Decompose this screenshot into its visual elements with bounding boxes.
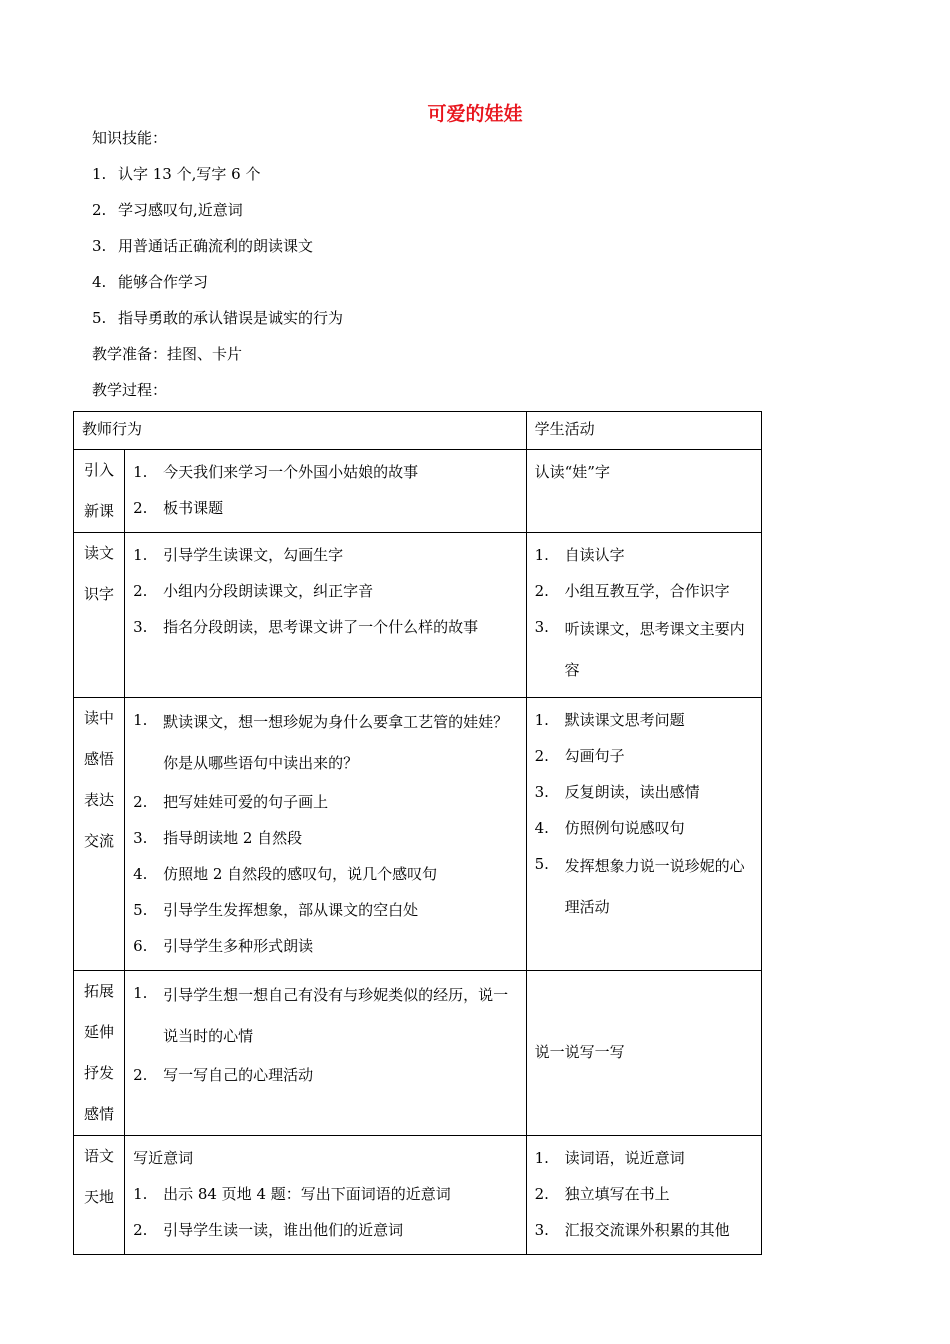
list-item [133,490,518,526]
item-number: 3. [534,618,549,636]
item-text: 指名分段朗读，思考课文讲了一个什么样的故事 [163,618,479,636]
item-number: 2. [534,747,549,765]
student-cell [526,533,761,698]
item-number: 2. [133,1221,148,1239]
item-number: 1. [534,711,549,729]
list-item [133,784,518,820]
list-item [535,609,753,691]
item-number: 2. [534,1185,549,1203]
student-cell [526,698,761,971]
list-item [133,537,518,573]
item-number: 2. [133,1066,148,1084]
item-text: 反复朗读，读出感情 [564,783,700,801]
row-label-line: 新课 [84,502,115,520]
list-item [133,702,518,784]
list-item [133,1212,518,1248]
header-student: 学生活动 [526,412,761,450]
item-number: 1. [534,1149,549,1167]
list-item [133,1176,518,1212]
row-label [74,1136,125,1255]
row-label [74,971,125,1136]
row-label-line: 交流 [84,832,115,850]
skills-heading: 知识技能： [92,129,168,147]
item-number: 6. [133,937,148,955]
row-label [74,533,125,698]
list-item [133,609,518,645]
list-item [133,975,518,1057]
item-text: 今天我们来学习一个外国小姑娘的故事 [163,463,419,481]
item-text: 小组内分段朗读课文，纠正字音 [163,582,374,600]
teacher-cell [125,533,527,698]
list-item [133,573,518,609]
skill-item [92,235,313,256]
list-item [535,537,753,573]
list-item [133,454,518,490]
item-number: 2. [133,793,148,811]
list-item [133,1057,518,1093]
list-item [535,846,753,928]
table-header-row [74,412,762,450]
row-label-line: 抒发 [84,1064,115,1082]
item-number: 1. [133,463,148,481]
student-cell: 说一说写一写 [526,971,761,1136]
teacher-cell [125,698,527,971]
teacher-cell [125,1136,527,1255]
skill-item [92,199,243,220]
item-number: 1. [133,546,148,564]
skill-text: 认字 13 个,写字 6 个 [118,165,261,183]
item-text: 发挥想象力说一说珍妮的心理活动 [564,857,745,916]
row-label-line: 读中 [84,709,115,727]
item-text: 独立填写在书上 [564,1185,670,1203]
item-text: 引导学生读一读，谁出他们的近意词 [163,1221,404,1239]
item-number: 2. [534,582,549,600]
table-row [74,450,762,533]
item-text: 出示 84 页地 4 题：写出下面词语的近意词 [163,1185,451,1203]
list-item [133,820,518,856]
item-number: 4. [133,865,148,883]
item-number: 4. [534,819,549,837]
list-item [535,1176,753,1212]
skill-number: 4. [92,273,107,291]
list-item [535,1212,753,1248]
item-text: 板书课题 [163,499,224,517]
item-text: 读词语，说近意词 [564,1149,685,1167]
skill-text: 学习感叹句,近意词 [118,201,243,219]
row-label-line: 引入 [84,461,115,479]
row-label-line: 天地 [84,1188,115,1206]
item-number: 1. [534,546,549,564]
list-item [535,702,753,738]
row-label-line: 延伸 [84,1023,115,1041]
student-cell: 认读“娃”字 [526,450,761,533]
skill-number: 5. [92,309,107,327]
item-text: 把写娃娃可爱的句子画上 [163,793,329,811]
row-label-line: 读文 [84,544,115,562]
list-item [535,573,753,609]
teacher-cell [125,971,527,1136]
row-label-line: 语文 [84,1147,115,1165]
skill-item [92,307,343,328]
lesson-table [73,411,762,1255]
process-heading: 教学过程： [92,381,168,399]
row-label-line: 表达 [84,791,115,809]
student-cell [526,1136,761,1255]
list-item [535,1140,753,1176]
item-number: 1. [133,1185,148,1203]
item-text: 听读课文，思考课文主要内容 [564,620,745,679]
item-text: 仿照例句说感叹句 [564,819,685,837]
item-text: 勾画句子 [564,747,625,765]
item-text: 引导学生读课文，勾画生字 [163,546,344,564]
item-number: 2. [133,499,148,517]
row-label [74,698,125,971]
item-text: 汇报交流课外积累的其他 [564,1221,730,1239]
item-text: 默读课文思考问题 [564,711,685,729]
item-number: 1. [133,984,148,1002]
item-text: 引导学生想一想自己有没有与珍妮类似的经历，说一说当时的心情 [163,986,509,1045]
skill-item [92,163,260,184]
row-label-line: 感悟 [84,750,115,768]
skill-text: 指导勇敢的承认错误是诚实的行为 [118,309,344,327]
list-item [535,774,753,810]
item-text: 引导学生多种形式朗读 [163,937,314,955]
item-number: 1. [133,711,148,729]
list-item [133,892,518,928]
table-row [74,533,762,698]
item-text: 仿照地 2 自然段的感叹句，说几个感叹句 [163,865,438,883]
item-text: 自读认字 [564,546,625,564]
item-number: 3. [534,1221,549,1239]
item-number: 2. [133,582,148,600]
item-text: 默读课文，想一想珍妮为身什么要拿工艺管的娃娃？你是从哪些语句中读出来的？ [163,713,509,772]
row-label-line: 识字 [84,585,115,603]
item-number: 5. [534,855,549,873]
item-text: 引导学生发挥想象，部从课文的空白处 [163,901,419,919]
list-item [133,856,518,892]
skill-number: 1. [92,165,107,183]
list-item [535,738,753,774]
skill-number: 3. [92,237,107,255]
table-row [74,1136,762,1255]
item-number: 3. [133,618,148,636]
item-text: 小组互教互学，合作识字 [564,582,730,600]
header-teacher: 教师行为 [74,412,527,450]
table-row [74,698,762,971]
table-row [74,971,762,1136]
item-text: 指导朗读地 2 自然段 [163,829,303,847]
row-label-line: 感情 [84,1105,115,1123]
skill-number: 2. [92,201,107,219]
item-number: 5. [133,901,148,919]
skill-text: 能够合作学习 [118,273,209,291]
item-number: 3. [133,829,148,847]
teacher-subheading: 写近意词 [133,1149,194,1167]
teaching-prep: 教学准备：挂图、卡片 [92,345,243,363]
item-text: 写一写自己的心理活动 [163,1066,314,1084]
skill-text: 用普通话正确流利的朗读课文 [118,237,314,255]
list-item [133,928,518,964]
skill-item [92,271,208,292]
list-item [535,810,753,846]
page-title: 可爱的娃娃 [427,103,523,125]
row-label [74,450,125,533]
row-label-line: 拓展 [84,982,115,1000]
item-number: 3. [534,783,549,801]
teacher-cell [125,450,527,533]
